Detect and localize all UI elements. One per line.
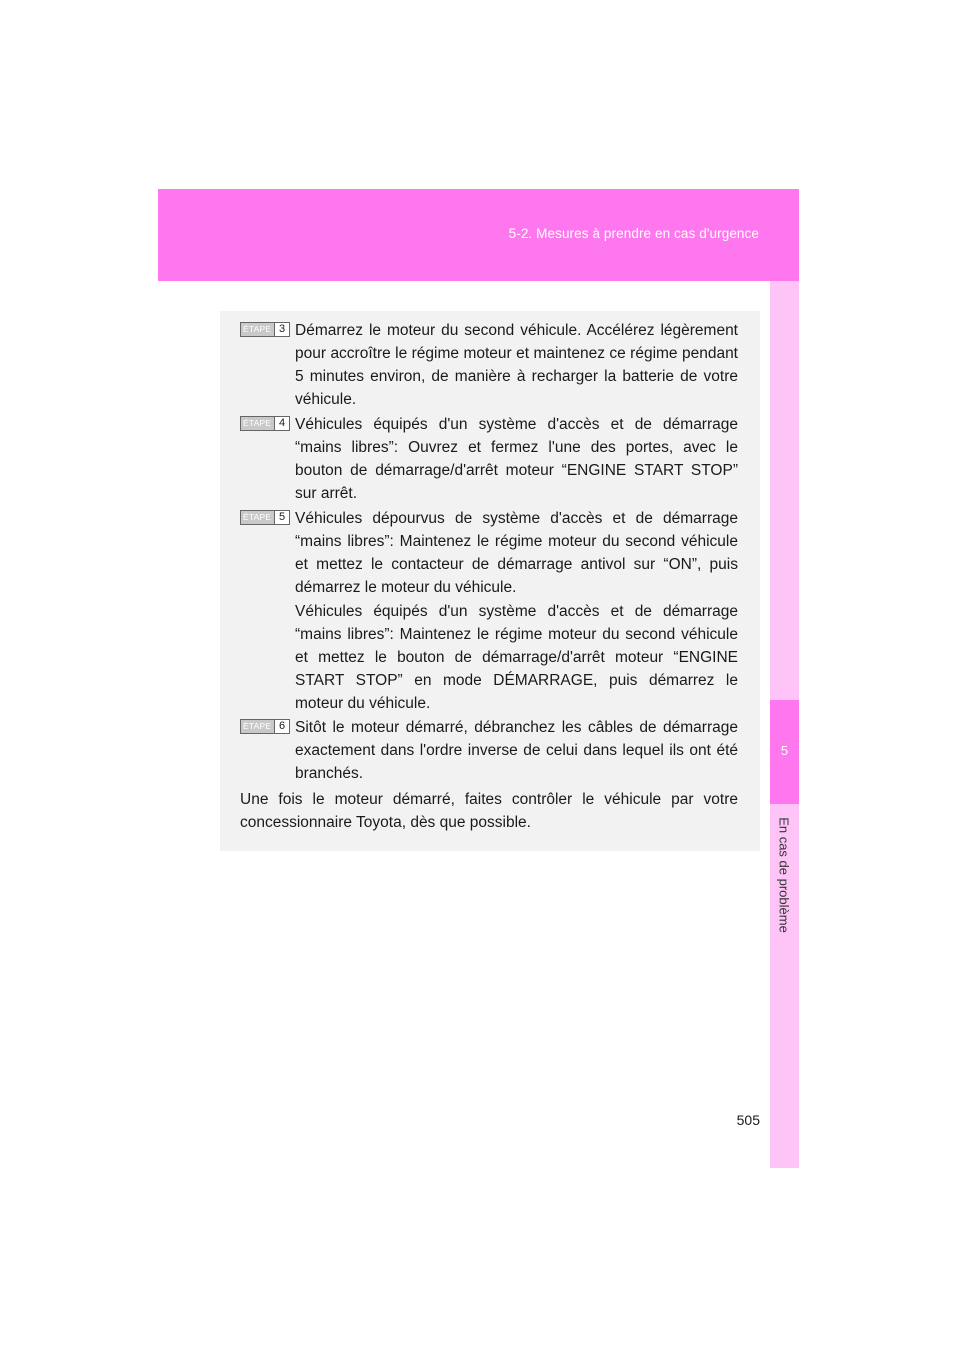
step-badge-number: 6 bbox=[274, 720, 289, 733]
section-header-band bbox=[158, 189, 799, 281]
chapter-label: En cas de problème bbox=[776, 817, 792, 933]
step-text: Véhicules dépourvus de système d'accès et de démarrage “mains libres”: Maintenez le régime moteur du second véhicule et mettez le contacteur de démarrage antivol sur “ON”, puis démarrez le moteur du véhicule. bbox=[295, 510, 738, 596]
chapter-tab bbox=[770, 700, 799, 804]
page-number: 505 bbox=[736, 1112, 760, 1128]
step-badge-word: ÉTAPE bbox=[243, 418, 272, 428]
final-note: Une fois le moteur démarré, faites contrôler le véhicule par votre concessionnaire Toyota, dès que possible. bbox=[240, 791, 738, 831]
section-title: 5-2. Mesures à prendre en cas d'urgence bbox=[508, 226, 759, 241]
step-text-continued: Véhicules équipés d'un système d'accès et de démarrage “mains libres”: Maintenez le régime moteur du second véhicule et mettez le bouton de démarrage/d'arrêt moteur “ENGINE START STOP” en mode DÉMARRAGE, puis démarrez le moteur du véhicule. bbox=[295, 603, 738, 712]
step-badge-word: ÉTAPE bbox=[243, 324, 272, 334]
step-badge bbox=[240, 416, 290, 431]
step-text: Démarrez le moteur du second véhicule. Accélérez légèrement pour accroître le régime moteur et maintenez ce régime pendant 5 minutes environ, de manière à recharger la batterie de votre véhicule. bbox=[295, 322, 738, 408]
step-badge bbox=[240, 719, 290, 734]
step-badge-number: 4 bbox=[274, 417, 289, 430]
instructions-box bbox=[220, 311, 760, 851]
step-badge-word: ÉTAPE bbox=[243, 512, 272, 522]
step-badge-word: ÉTAPE bbox=[243, 721, 272, 731]
step-text: Sitôt le moteur démarré, débranchez les câbles de démarrage exactement dans l'ordre inverse de celui dans lequel ils ont été branchés. bbox=[295, 719, 738, 782]
step-text: Véhicules équipés d'un système d'accès et de démarrage “mains libres”: Ouvrez et fermez l'une des portes, avec le bouton de démarrage/d'arrêt moteur “ENGINE START STOP” sur arrêt. bbox=[295, 416, 738, 502]
step-badge bbox=[240, 322, 290, 337]
step-badge bbox=[240, 510, 290, 525]
step-badge-number: 3 bbox=[274, 323, 289, 336]
step-badge-number: 5 bbox=[274, 511, 289, 524]
chapter-number: 5 bbox=[780, 743, 789, 758]
